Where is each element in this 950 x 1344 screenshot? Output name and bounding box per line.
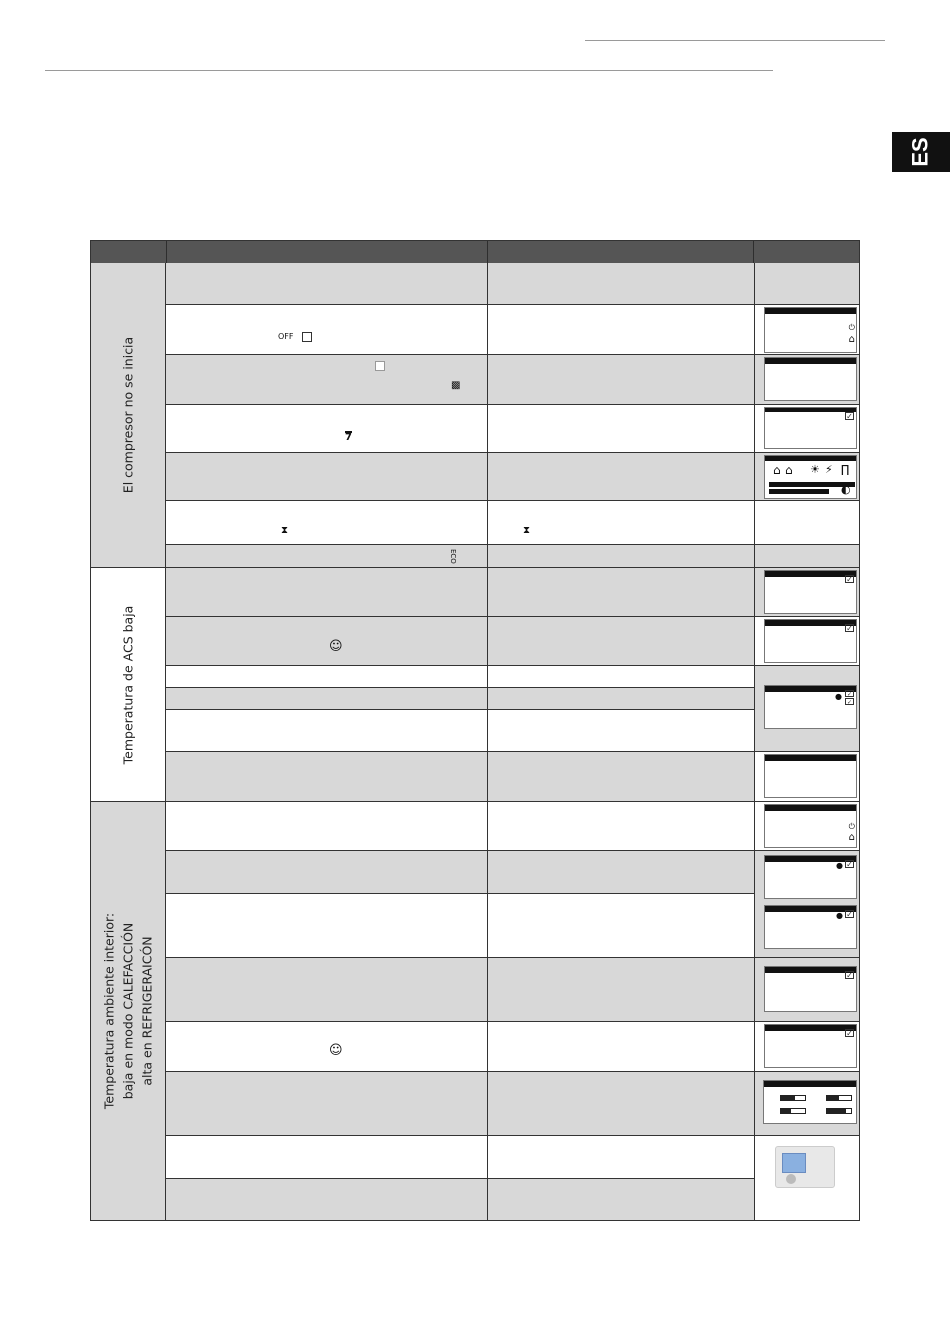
check-icon: ✓ — [846, 910, 853, 919]
display-cell — [754, 568, 859, 617]
table-row — [166, 545, 754, 568]
table-row — [166, 263, 754, 305]
calendar-icon: 7 — [345, 432, 352, 443]
table-row — [166, 851, 754, 894]
group-dhw-label: Temperatura de ACS baja — [120, 605, 136, 764]
display-cell — [754, 305, 859, 355]
table-row — [166, 752, 754, 802]
check-icon: ✓ — [846, 699, 853, 706]
lcd-screen — [764, 754, 857, 798]
language-tab: ES — [892, 132, 950, 172]
power-on-icon: ⏻ — [848, 822, 855, 831]
lcd-screen — [764, 407, 857, 449]
eco-icon: ECO — [449, 549, 457, 564]
power-off-icon: OFF — [278, 332, 294, 341]
top-right-rule — [585, 40, 885, 41]
table-row — [166, 1072, 754, 1136]
lcd-screen — [764, 619, 857, 663]
display-cell — [754, 453, 859, 501]
header-col-solution — [487, 241, 488, 263]
display-cell — [754, 501, 859, 545]
display-cell — [754, 752, 859, 802]
drop-icon: ● — [836, 861, 843, 870]
display-cell — [754, 1072, 859, 1136]
display-cell — [754, 617, 859, 666]
table-header — [91, 241, 859, 264]
table-row — [166, 501, 754, 545]
table-row — [166, 666, 754, 688]
mode-square-icon — [302, 332, 312, 342]
checkbox-icon — [375, 361, 385, 371]
header-col-problem — [166, 241, 167, 263]
lcd-screen — [764, 307, 857, 353]
group-room-temp — [91, 802, 166, 1220]
check-icon: ✓ — [846, 691, 853, 698]
table-row — [166, 405, 754, 453]
header-col-display — [753, 241, 754, 263]
table-row — [166, 688, 754, 710]
table-row — [166, 1179, 754, 1220]
lock-icon: ▩ — [451, 380, 461, 391]
sun-icon: ☀ — [810, 463, 820, 476]
table-row — [166, 1136, 754, 1179]
check-icon: ✓ — [846, 860, 853, 869]
display-cell — [754, 958, 859, 1022]
lcd-screen — [764, 804, 857, 848]
display-cell — [754, 1136, 859, 1220]
table-row — [166, 958, 754, 1022]
power-on-icon: ⏻ — [848, 323, 855, 332]
smiley-icon: ☺ — [329, 639, 343, 654]
check-icon: ✓ — [846, 575, 853, 584]
table-row — [166, 710, 754, 752]
display-cell — [754, 1022, 859, 1072]
table-row — [166, 453, 754, 501]
table-row — [166, 568, 754, 617]
group-compressor — [91, 263, 166, 568]
check-icon: ✓ — [846, 624, 853, 633]
table-row — [166, 617, 754, 666]
hourglass-icon: ⧗ — [281, 525, 289, 536]
house-icon: ⌂ — [848, 334, 855, 345]
troubleshooting-table — [90, 240, 860, 1221]
lcd-screen — [764, 455, 857, 499]
smiley-icon: ☺ — [329, 1043, 343, 1058]
bolt-icon: ⚡ — [825, 463, 833, 476]
check-icon: ✓ — [846, 412, 853, 421]
display-cell — [754, 666, 859, 752]
table-row — [166, 305, 754, 355]
top-left-rule — [45, 70, 773, 71]
lcd-screen — [764, 357, 857, 401]
house-icon: ⌂ — [785, 463, 793, 477]
hourglass-icon: ⧗ — [523, 525, 531, 536]
table-row — [166, 355, 754, 405]
lcd-screen — [764, 685, 857, 729]
display-cell — [754, 405, 859, 453]
house-icon: ⌂ — [848, 832, 855, 843]
group-compressor-label: El compresor no se inicia — [120, 336, 136, 494]
sun-icon: ● — [835, 692, 842, 701]
table-row — [166, 894, 754, 958]
pie-icon: ◐ — [841, 483, 851, 496]
lcd-screen — [764, 855, 857, 899]
group-dhw — [91, 568, 166, 802]
table-row — [166, 1022, 754, 1072]
display-cell — [754, 355, 859, 405]
lcd-screen — [763, 1080, 857, 1124]
tower-icon: ∏ — [841, 463, 850, 476]
lcd-screen — [764, 1024, 857, 1068]
house-icon: ⌂ — [773, 463, 781, 477]
group-room-temp-label: Temperatura ambiente interior: baja en modo CALEFACCIÓN alta en REFRIGERAICÓN — [101, 912, 155, 1110]
table-row — [166, 802, 754, 851]
drop-icon: ● — [836, 911, 843, 920]
check-icon: ✓ — [846, 971, 853, 980]
display-cell — [754, 263, 859, 305]
lcd-screen — [764, 966, 857, 1012]
display-cell — [754, 545, 859, 568]
lcd-screen — [764, 570, 857, 614]
check-icon: ✓ — [846, 1029, 853, 1038]
display-cell — [754, 802, 859, 851]
thermostat-image — [775, 1146, 835, 1188]
lcd-screen — [764, 905, 857, 949]
display-cell — [754, 851, 859, 958]
